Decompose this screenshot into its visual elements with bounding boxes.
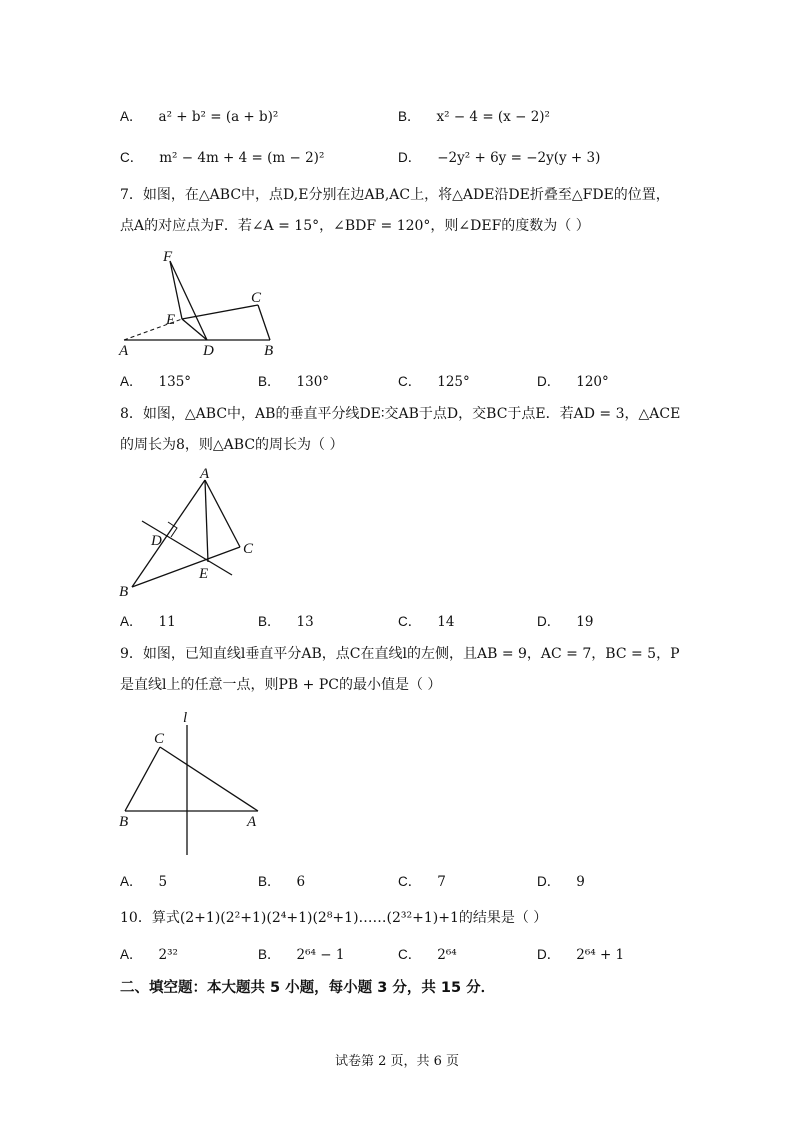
- q6-option-d: D． −2y² + 6y = −2y(y + 3): [398, 150, 601, 166]
- q9-segment-bc: [125, 747, 160, 811]
- q8-right-angle-mark: [168, 522, 177, 537]
- q7-segment-fd: [170, 261, 207, 340]
- q7-label-c: C: [251, 290, 262, 306]
- q7-label-d: D: [203, 343, 214, 359]
- q8-option-d: D． 19: [537, 614, 594, 630]
- q8-label-e: E: [199, 566, 209, 582]
- q7-segment-fe: [170, 261, 182, 319]
- q9-stem-line1: 9．如图，已知直线l垂直平分AB，点C在直线l的左侧，且AB = 9，AC = 7，BC = 5，P: [120, 646, 680, 662]
- q9-segment-ca: [160, 747, 258, 811]
- q9-option-c: C． 7: [398, 874, 446, 890]
- q7-option-d: D． 120°: [537, 374, 609, 390]
- q8-stem-line1: 8．如图，△ABC中，AB的垂直平分线DE∶交AB于点D，交BC于点E．若AD = 3，△ACE: [120, 406, 681, 422]
- q9-figure: [115, 705, 275, 860]
- q9-option-d: D． 9: [537, 874, 585, 890]
- q10-stem: 10．算式(2+1)(2²+1)(2⁴+1)(2⁸+1)……(2³²+1)+1的结果是（ ）: [120, 910, 548, 926]
- q8-label-d: D: [151, 533, 162, 549]
- q9-label-l: l: [183, 710, 188, 726]
- q9-stem-line2: 是直线l上的任意一点，则PB + PC的最小值是（ ）: [120, 677, 442, 693]
- q9-label-b: B: [119, 814, 129, 830]
- q10-option-d: D． 2⁶⁴ + 1: [537, 947, 625, 963]
- q10-option-a: A． 2³²: [120, 947, 178, 963]
- q8-option-a: A． 11: [120, 614, 176, 630]
- q9-label-c: C: [154, 731, 165, 747]
- q9-option-a: A． 5: [120, 874, 168, 890]
- q7-label-f: F: [163, 249, 173, 265]
- q7-option-a: A． 135°: [120, 374, 192, 390]
- q6-option-a: A． a² + b² = (a + b)²: [120, 109, 279, 125]
- q8-segment-ac: [205, 480, 240, 547]
- section-2-heading: 二、填空题：本大题共 5 小题，每小题 3 分，共 15 分．: [120, 980, 496, 996]
- q9-label-a: A: [247, 814, 257, 830]
- q8-figure: [112, 462, 262, 602]
- q10-option-c: C． 2⁶⁴: [398, 947, 457, 963]
- q8-label-b: B: [119, 584, 129, 600]
- q7-segment-cb: [258, 305, 270, 340]
- q7-option-b: B． 130°: [258, 374, 330, 390]
- q7-segment-de: [182, 319, 207, 340]
- q9-option-b: B． 6: [258, 874, 306, 890]
- q7-label-b: B: [264, 343, 274, 359]
- q8-label-a: A: [200, 466, 210, 482]
- q7-option-c: C． 125°: [398, 374, 470, 390]
- page-footer: 试卷第 2 页，共 6 页: [334, 1054, 460, 1069]
- q8-segment-bc: [132, 547, 240, 587]
- q7-stem-line1: 7．如图，在△ABC中，点D,E分别在边AB,AC上，将△ADE沿DE折叠至△FDE的位置，: [120, 187, 670, 203]
- q7-label-e: E: [166, 312, 176, 328]
- q6-option-c: C． m² − 4m + 4 = (m − 2)²: [120, 150, 325, 166]
- q7-figure: [115, 248, 285, 360]
- q8-stem-line2: 的周长为8，则△ABC的周长为（ ）: [120, 437, 344, 453]
- q8-option-b: B． 13: [258, 614, 314, 630]
- q8-label-c: C: [243, 541, 254, 557]
- q8-segment-ae: [205, 480, 208, 562]
- q8-option-c: C． 14: [398, 614, 455, 630]
- q10-option-b: B． 2⁶⁴ − 1: [258, 947, 345, 963]
- q7-stem-line2: 点A的对应点为F．若∠A = 15°，∠BDF = 120°，则∠DEF的度数为（ ）: [120, 218, 590, 234]
- q6-option-b: B． x² − 4 = (x − 2)²: [398, 109, 550, 125]
- q7-label-a: A: [119, 343, 129, 359]
- q8-segment-ab: [132, 480, 205, 587]
